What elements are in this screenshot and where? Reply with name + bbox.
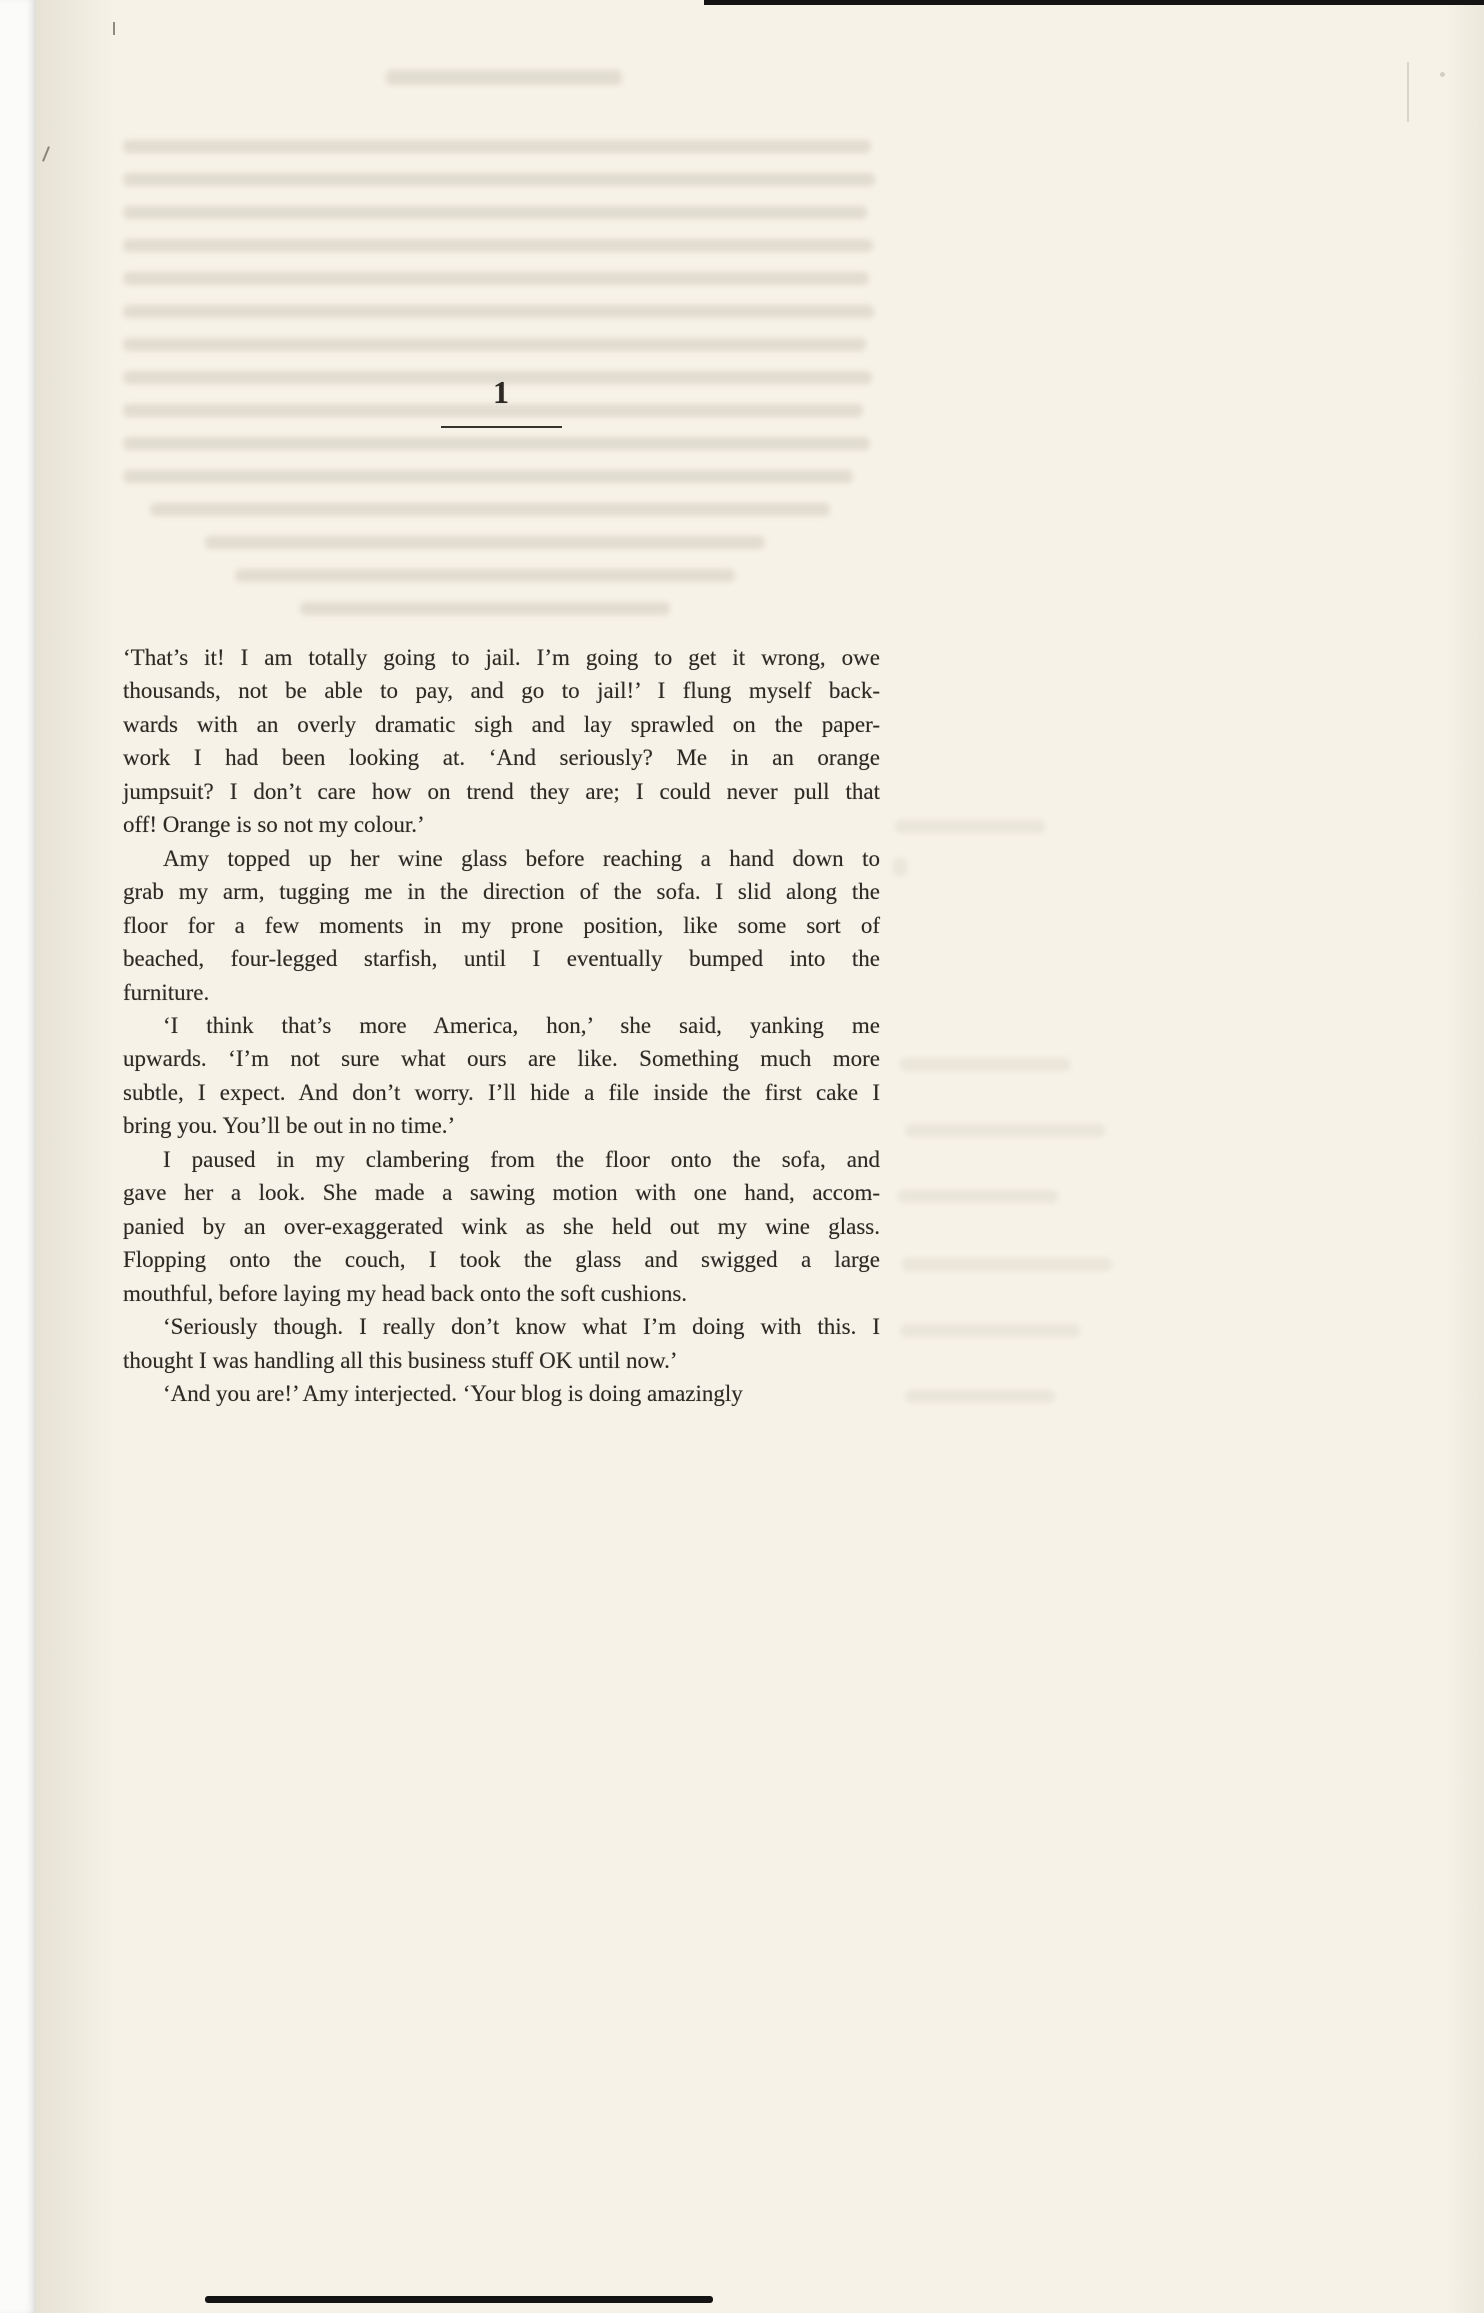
text-line: upwards. ‘I’m not sure what ours are like. Something much more	[123, 1046, 880, 1072]
text-line: wards with an overly dramatic sigh and lay sprawled on the paper-	[123, 711, 880, 737]
text-line: work I had been looking at. ‘And seriously? Me in an orange	[123, 745, 880, 771]
paragraph	[123, 842, 880, 1009]
text-line: Amy topped up her wine glass before reaching a hand down to	[163, 845, 880, 871]
text-line: Flopping onto the couch, I took the glass and swigged a large	[123, 1247, 880, 1273]
text-line: I paused in my clambering from the floor onto the sofa, and	[163, 1146, 880, 1172]
text-line: panied by an over-exaggerated wink as she held out my wine glass.	[123, 1213, 880, 1239]
ghost-line	[905, 1124, 1105, 1137]
ghost-line	[205, 536, 765, 549]
text-line: subtle, I expect. And don’t worry. I’ll hide a file inside the first cake I	[123, 1079, 880, 1105]
chapter-divider-rule	[441, 426, 562, 428]
ghost-line	[895, 820, 1045, 833]
page-left-shadow	[36, 0, 116, 2313]
text-line: gave her a look. She made a sawing motion with one hand, accom-	[123, 1180, 880, 1206]
chapter-number: 1	[493, 374, 510, 410]
text-line: floor for a few moments in my prone position, like some sort of	[123, 912, 880, 938]
scanner-edge-strip	[0, 0, 36, 2313]
ghost-line	[123, 338, 866, 351]
ghost-line	[123, 470, 853, 483]
ghost-line	[905, 1390, 1055, 1403]
text-line: bring you. You’ll be out in no time.’	[123, 1113, 456, 1139]
scan-artifact-bottom-line	[205, 2296, 713, 2303]
page-right-shadow	[1444, 0, 1484, 2313]
page-body-text	[123, 641, 880, 1410]
ghost-line	[900, 1324, 1080, 1337]
ghost-line	[300, 602, 670, 615]
paragraph	[123, 641, 880, 842]
ghost-line	[898, 1190, 1058, 1203]
ghost-line	[123, 272, 869, 285]
text-line: off! Orange is so not my colour.’	[123, 812, 425, 838]
ghost-line	[893, 858, 907, 876]
ghost-line	[123, 437, 870, 450]
text-line: furniture.	[123, 979, 210, 1005]
ghost-line	[235, 569, 735, 582]
paragraph	[123, 1009, 880, 1143]
text-line: ‘Seriously though. I really don’t know what I’m doing with this. I	[163, 1314, 880, 1340]
paragraph	[123, 1377, 880, 1410]
text-line: grab my arm, tugging me in the direction of the sofa. I slid along the	[123, 879, 880, 905]
text-line: thousands, not be able to pay, and go to jail!’ I flung myself back-	[123, 678, 880, 704]
text-line: ‘I think that’s more America, hon,’ she said, yanking me	[163, 1012, 880, 1038]
ghost-line	[123, 173, 875, 186]
text-line: beached, four-legged starfish, until I eventually bumped into the	[123, 946, 880, 972]
scan-speck	[113, 22, 115, 35]
paragraph	[123, 1310, 880, 1377]
ghost-line	[123, 305, 874, 318]
ghost-line	[123, 239, 873, 252]
ghost-line	[150, 503, 830, 516]
ghost-line	[900, 1058, 1070, 1071]
paragraph	[123, 1143, 880, 1310]
text-line: thought I was handling all this business stuff OK until now.’	[123, 1347, 678, 1373]
ghost-line	[123, 206, 867, 219]
text-line: ‘That’s it! I am totally going to jail. I’m going to get it wrong, owe	[123, 645, 880, 670]
ghost-line	[123, 140, 871, 153]
text-line: jumpsuit? I don’t care how on trend they are; I could never pull that	[123, 778, 880, 804]
ghost-line	[902, 1258, 1112, 1271]
scan-speck	[1407, 62, 1409, 122]
text-line: ‘And you are!’ Amy interjected. ‘Your blog is doing amazingly	[163, 1380, 743, 1406]
ghost-line	[386, 70, 622, 85]
scan-artifact-top-line	[704, 0, 1484, 5]
text-line: mouthful, before laying my head back onto the soft cushions.	[123, 1280, 688, 1306]
scan-speck	[1440, 72, 1445, 77]
